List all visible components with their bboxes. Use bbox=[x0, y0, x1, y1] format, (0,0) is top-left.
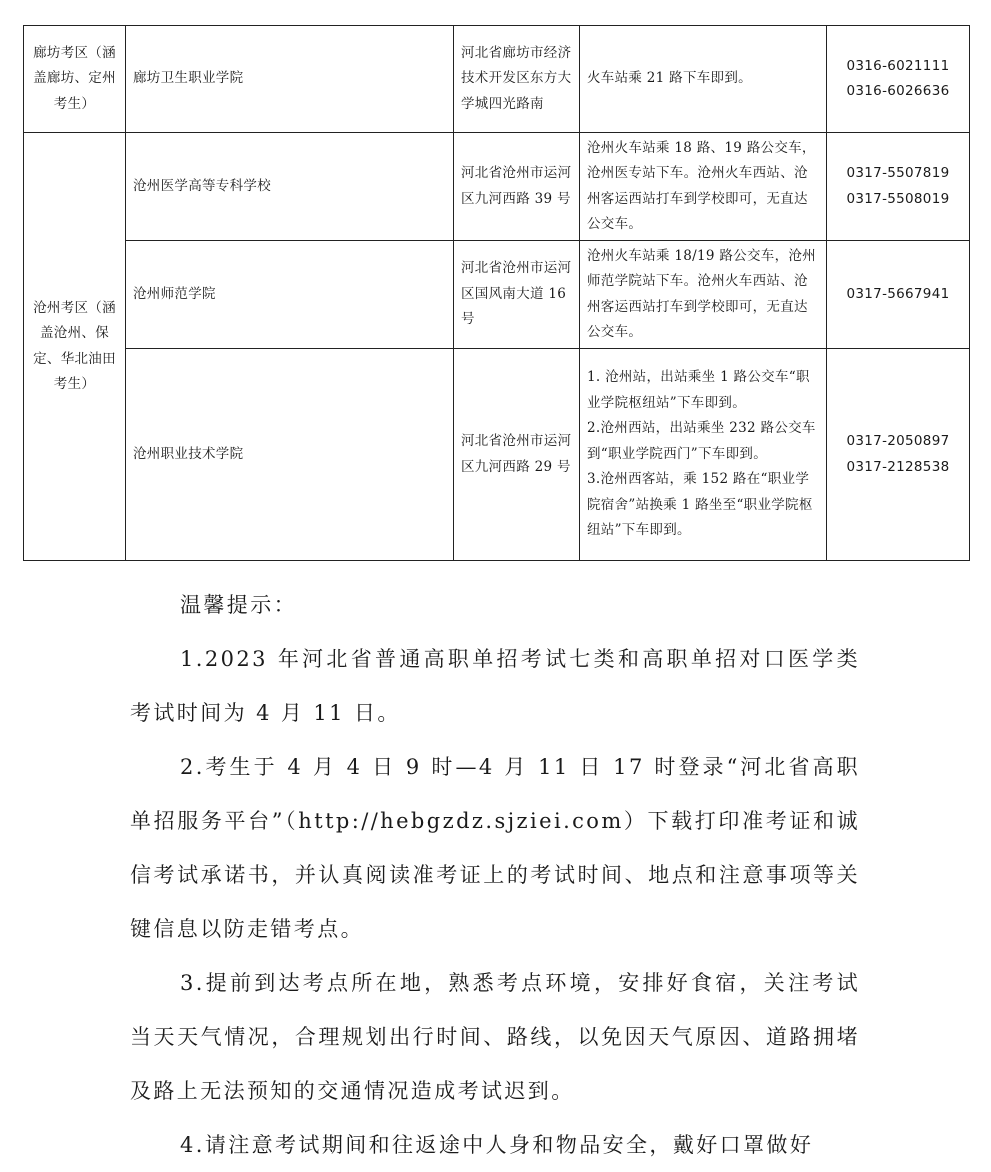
phone-number: 0316-6026636 bbox=[846, 83, 950, 99]
table-row bbox=[24, 349, 970, 561]
tips-heading: 温馨提示： bbox=[180, 593, 297, 617]
route-cell: 沧州火车站乘 18 路、19 路公交车，沧州医专站下车。沧州火车西站、沧州客运西站打车到学校即可，无直达公交车。 bbox=[580, 133, 827, 241]
address-cell: 河北省沧州市运河区国风南大道 16 号 bbox=[454, 241, 580, 349]
phone-number: 0317-5667941 bbox=[846, 285, 950, 302]
tip-paragraph: 3.提前到达考点所在地，熟悉考点环境，安排好食宿，关注考试当天天气情况，合理规划出行时间、路线，以免因天气原因、道路拥堵及路上无法预知的交通情况造成考试迟到。 bbox=[130, 971, 860, 1103]
route-cell: 火车站乘 21 路下车即到。 bbox=[580, 26, 827, 133]
table-row bbox=[24, 133, 970, 241]
phone-cell bbox=[827, 26, 970, 133]
tips-section bbox=[130, 578, 860, 1172]
table-row bbox=[24, 241, 970, 349]
phone-number: 0316-6021111 bbox=[846, 57, 950, 74]
phone-number: 0317-5508019 bbox=[846, 190, 950, 207]
tip-paragraph: 1.2023 年河北省普通高职单招考试七类和高职单招对口医学类考试时间为 4 月 11 日。 bbox=[130, 647, 860, 725]
school-cell: 廊坊卫生职业学院 bbox=[126, 26, 454, 133]
route-step: 3.沧州西客站，乘 152 路在“职业学院宿舍”站换乘 1 路坐至“职业学院枢纽站”下车即到。 bbox=[587, 471, 813, 539]
tip-paragraph: 4.请注意考试期间和往返途中人身和物品安全，戴好口罩做好 bbox=[180, 1133, 814, 1157]
school-cell: 沧州职业技术学院 bbox=[126, 349, 454, 561]
phone-number: 0317-2050897 bbox=[846, 433, 950, 449]
school-cell: 沧州师范学院 bbox=[126, 241, 454, 349]
region-cell: 廊坊考区（涵盖廊坊、定州考生） bbox=[24, 26, 126, 133]
address-cell: 河北省沧州市运河区九河西路 29 号 bbox=[454, 349, 580, 561]
region-cell: 沧州考区（涵盖沧州、保定、华北油田考生） bbox=[24, 133, 126, 561]
route-cell: 沧州火车站乘 18/19 路公交车，沧州师范学院站下车。沧州火车西站、沧州客运西站打车到学校即可，无直达公交车。 bbox=[580, 241, 827, 349]
phone-cell bbox=[827, 133, 970, 241]
phone-number: 0317-2128538 bbox=[846, 458, 950, 475]
address-cell: 河北省沧州市运河区九河西路 39 号 bbox=[454, 133, 580, 241]
exam-site-table bbox=[23, 25, 970, 561]
school-cell: 沧州医学高等专科学校 bbox=[126, 133, 454, 241]
table-row bbox=[24, 26, 970, 133]
route-cell bbox=[580, 349, 827, 561]
address-cell: 河北省廊坊市经济技术开发区东方大学城四光路南 bbox=[454, 26, 580, 133]
phone-cell bbox=[827, 349, 970, 561]
route-step: 1. 沧州站，出站乘坐 1 路公交车“职业学院枢纽站”下车即到。 bbox=[587, 369, 810, 411]
tip-paragraph: 2.考生于 4 月 4 日 9 时—4 月 11 日 17 时登录“河北省高职单招服务平台”（http://hebgzdz.sjziei.com）下载打印准考证和诚信考试承诺书，并认真阅读准考证上的考试时间、地点和注意事项等关键信息以防走错考点。 bbox=[130, 755, 860, 941]
phone-number: 0317-5507819 bbox=[846, 165, 950, 181]
route-step: 2.沧州西站，出站乘坐 232 路公交车到“职业学院西门”下车即到。 bbox=[587, 420, 816, 462]
phone-cell bbox=[827, 241, 970, 349]
